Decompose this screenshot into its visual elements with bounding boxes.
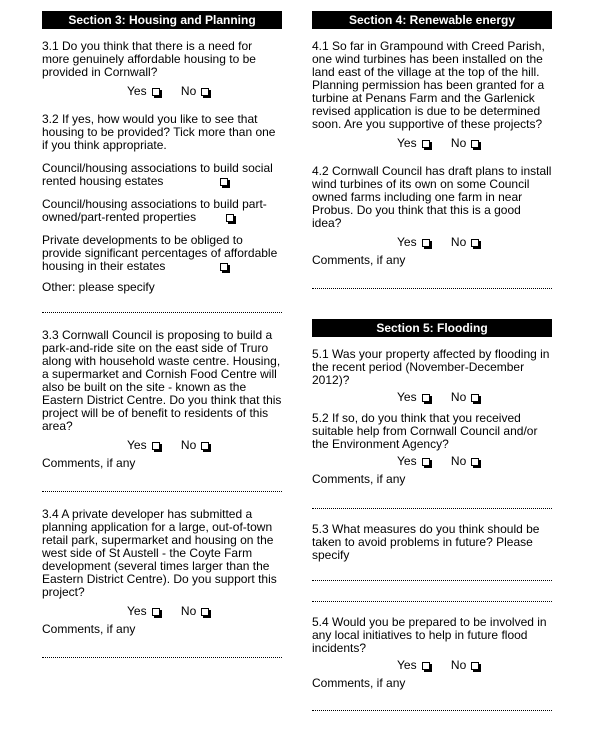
yes-checkbox-4-2[interactable] — [422, 239, 430, 247]
option-part-owned-checkbox[interactable] — [226, 214, 234, 222]
no-label: No — [180, 84, 197, 98]
comments-line-5-4[interactable] — [312, 709, 552, 711]
other-specify-line[interactable] — [42, 311, 282, 313]
comments-line-4-2[interactable] — [312, 287, 552, 289]
section-4-header: Section 4: Renewable energy — [312, 11, 552, 29]
question-3-3: 3.3 Cornwall Council is proposing to build a park-and-ride site on the east side of Truro along with household waste centre. Housing, a supermarket and Cornish Food Centre will also be built on the site - known as the Eastern District Centre. Do you think that this project will be of benefit to residents of this area? — [42, 328, 282, 433]
question-5-2: 5.2 If so, do you think that you received suitable help from Cornwall Council and/or the Environment Agency? — [312, 411, 538, 451]
measures-line-2[interactable] — [312, 600, 552, 602]
comments-label-5-2: Comments, if any — [312, 472, 406, 486]
yes-label: Yes — [397, 235, 417, 249]
yes-no-5-4 — [312, 659, 552, 672]
option-part-owned — [42, 198, 282, 224]
comments-label-3-3: Comments, if any — [42, 456, 136, 470]
yes-no-4-1 — [312, 137, 552, 150]
option-social-rented-label: Council/housing associations to build social rented housing estates — [42, 161, 273, 188]
yes-no-5-2 — [312, 455, 552, 468]
yes-label: Yes — [397, 658, 417, 672]
option-part-owned-label: Council/housing associations to build part-owned/part-rented properties — [42, 197, 267, 224]
no-label: No — [450, 136, 467, 150]
question-5-3: 5.3 What measures do you think should be taken to avoid problems in future? Please specify — [312, 522, 540, 562]
yes-label: Yes — [127, 84, 147, 98]
no-checkbox-4-1[interactable] — [471, 140, 479, 148]
no-label: No — [450, 454, 467, 468]
no-label: No — [450, 235, 467, 249]
comments-line-3-3[interactable] — [42, 490, 282, 492]
no-label: No — [180, 438, 197, 452]
question-4-1: 4.1 So far in Grampound with Creed Parish, one wind turbines has been installed on the land east of the village at the top of the hill. Planning permission has been granted for a turbine at Penans Farm and the Garlenick revised application is due to be determined soon. Are you supportive of these projects? — [312, 39, 545, 131]
no-checkbox-3-1[interactable] — [201, 88, 209, 96]
yes-label: Yes — [397, 454, 417, 468]
question-3-2: 3.2 If yes, how would you like to see that housing to be provided? Tick more than one if you think appropriate. — [42, 112, 276, 152]
question-4-2: 4.2 Cornwall Council has draft plans to install wind turbines of its own on some Council owned farms including one farm in near Probus. Do you think that this is a good idea? — [312, 164, 552, 230]
option-private-developments-label: Private developments to be obliged to provide significant percentages of affordable housing in their estates — [42, 233, 278, 273]
option-social-rented-checkbox[interactable] — [220, 178, 228, 186]
no-label: No — [450, 390, 467, 404]
comments-line-5-2[interactable] — [312, 507, 552, 509]
yes-no-3-1 — [42, 85, 282, 98]
other-specify-label: Other: please specify — [42, 280, 155, 294]
yes-label: Yes — [127, 604, 147, 618]
no-checkbox-4-2[interactable] — [471, 239, 479, 247]
comments-label-3-4: Comments, if any — [42, 622, 136, 636]
yes-checkbox-5-2[interactable] — [422, 458, 430, 466]
option-private-developments — [42, 234, 282, 273]
no-checkbox-3-4[interactable] — [201, 608, 209, 616]
no-label: No — [180, 604, 197, 618]
no-checkbox-5-4[interactable] — [471, 662, 479, 670]
comments-label-5-4: Comments, if any — [312, 676, 406, 690]
question-3-4: 3.4 A private developer has submitted a planning application for a large, out-of-town retail park, supermarket and housing on the west side of St Austell - the Coyte Farm development (several times larger than the Eastern District Centre). Do you support this project? — [42, 507, 277, 599]
right-column — [312, 11, 552, 711]
yes-checkbox-3-3[interactable] — [152, 442, 160, 450]
yes-checkbox-3-4[interactable] — [152, 608, 160, 616]
yes-label: Yes — [397, 390, 417, 404]
option-social-rented — [42, 162, 282, 188]
yes-no-5-1 — [312, 391, 552, 404]
no-label: No — [450, 658, 467, 672]
yes-checkbox-5-1[interactable] — [422, 394, 430, 402]
yes-no-3-4 — [42, 605, 282, 618]
no-checkbox-3-3[interactable] — [201, 442, 209, 450]
yes-checkbox-3-1[interactable] — [152, 88, 160, 96]
comments-line-3-4[interactable] — [42, 656, 282, 658]
option-private-developments-checkbox[interactable] — [220, 263, 228, 271]
yes-no-4-2 — [312, 236, 552, 249]
question-3-1: 3.1 Do you think that there is a need for more genuinely affordable housing to be provided in Cornwall? — [42, 39, 256, 79]
question-5-4: 5.4 Would you be prepared to be involved in any local initiatives to help in future flood incidents? — [312, 615, 547, 655]
question-5-1: 5.1 Was your property affected by flooding in the recent period (November-December 2012)? — [312, 347, 550, 387]
yes-checkbox-4-1[interactable] — [422, 140, 430, 148]
measures-line-1[interactable] — [312, 579, 552, 581]
left-column — [42, 11, 282, 658]
yes-no-3-3 — [42, 439, 282, 452]
section-5-header: Section 5: Flooding — [312, 319, 552, 337]
no-checkbox-5-2[interactable] — [471, 458, 479, 466]
yes-label: Yes — [397, 136, 417, 150]
yes-label: Yes — [127, 438, 147, 452]
yes-checkbox-5-4[interactable] — [422, 662, 430, 670]
section-3-header: Section 3: Housing and Planning — [42, 11, 282, 29]
no-checkbox-5-1[interactable] — [471, 394, 479, 402]
comments-label-4-2: Comments, if any — [312, 253, 406, 267]
